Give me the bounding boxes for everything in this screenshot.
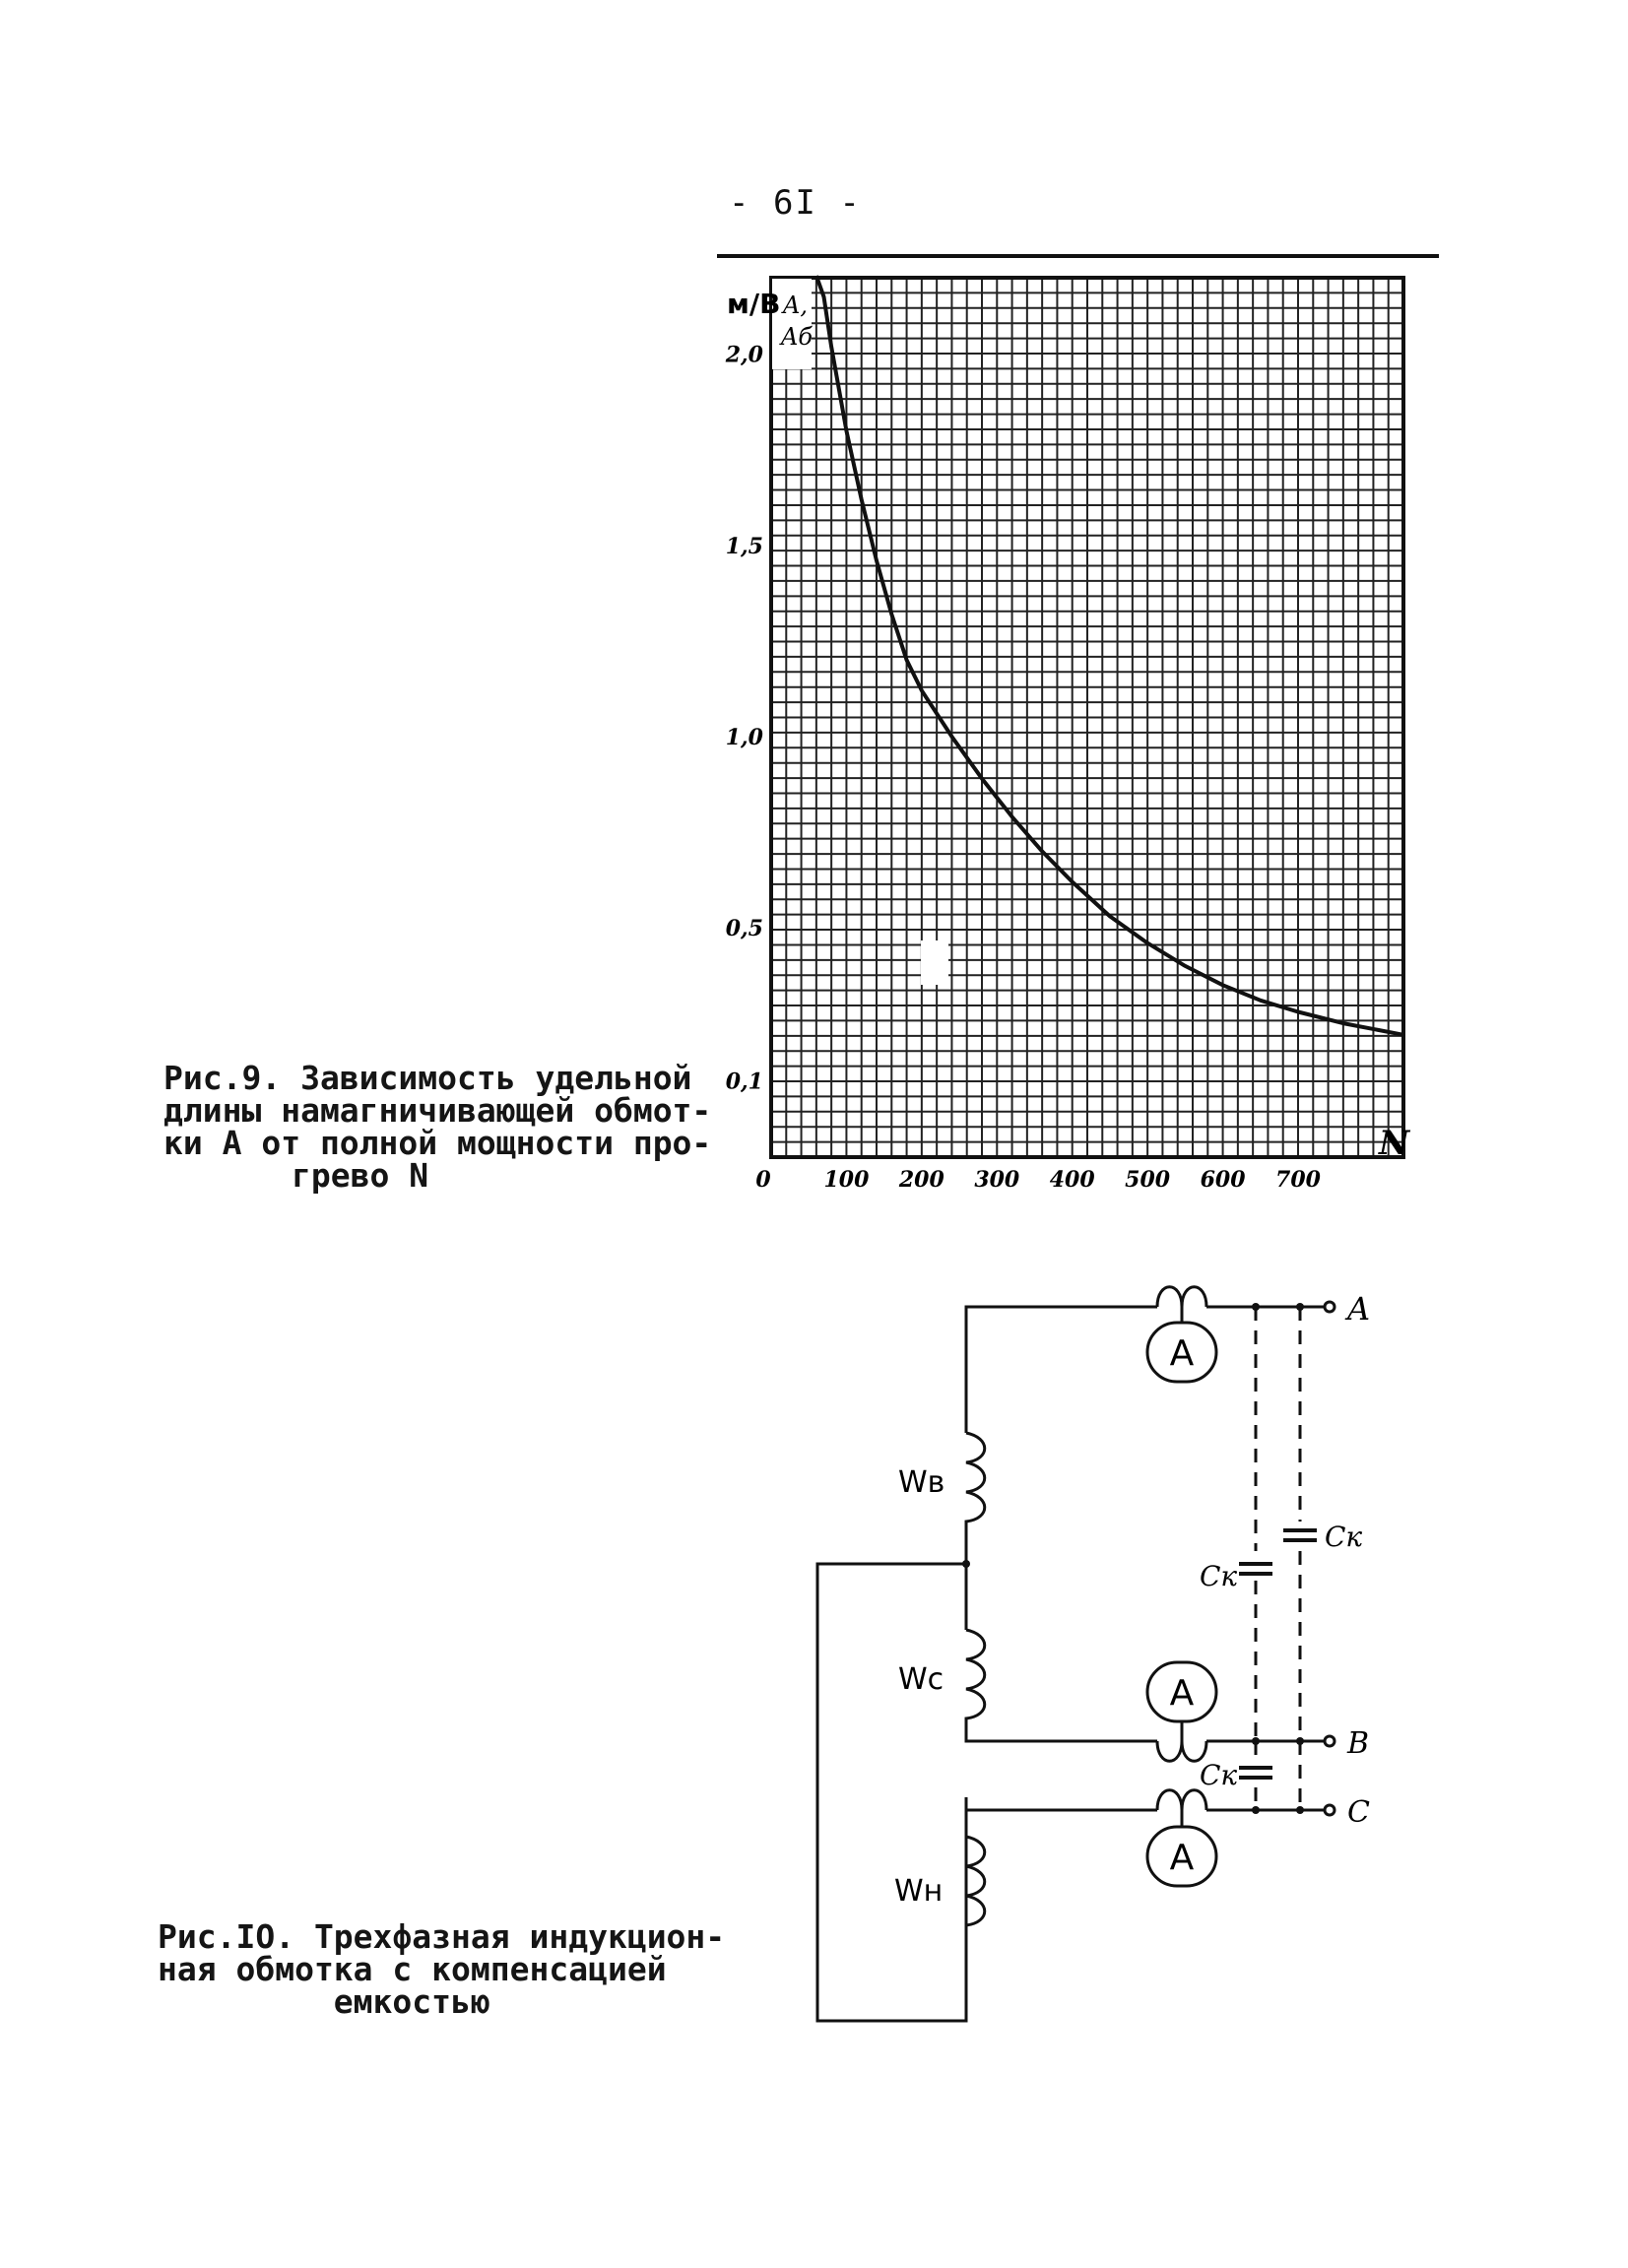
x-tick-label: 300 <box>974 1167 1020 1193</box>
page-number: - 6I - <box>729 183 862 223</box>
caption-line: емкостью <box>158 1982 490 2021</box>
y-tick-label: 0,5 <box>725 916 763 942</box>
chart-xlabel: N <box>1379 1124 1410 1163</box>
capacitor-label: Cк <box>1325 1521 1363 1553</box>
winding-coil-h <box>966 1837 985 1935</box>
junction-dots <box>962 1303 1304 1814</box>
caption-line: грево N <box>292 1156 429 1195</box>
terminal-label-c: C <box>1347 1795 1370 1830</box>
winding-coil-c <box>966 1630 985 1728</box>
ammeter-c <box>1147 1827 1216 1886</box>
wire-winding-h <box>966 1797 1325 2021</box>
ammeter-b <box>1147 1662 1216 1721</box>
caption-line: Рис.IO. Трехфазная индукцион- <box>158 1917 726 1956</box>
x-tick-label: 100 <box>823 1167 870 1193</box>
capacitor-label: Cк <box>1200 1560 1238 1592</box>
winding-label-h: Wн <box>894 1874 944 1909</box>
capacitor-label: Cк <box>1200 1759 1238 1791</box>
winding-label-c: Wс <box>898 1662 944 1697</box>
chart-corner-label-a: A, <box>783 292 808 319</box>
capacitor-2 <box>1283 1530 1317 1540</box>
svg-text:A: A <box>1169 1838 1195 1878</box>
x-tick-label: 700 <box>1275 1167 1321 1193</box>
capacitor-3 <box>1239 1768 1272 1778</box>
figure10-caption <box>158 1917 768 2021</box>
capacitor-1 <box>1239 1564 1272 1574</box>
terminal-label-a: A <box>1347 1290 1371 1328</box>
caption-line: ная обмотка с компенсацией <box>158 1950 667 1988</box>
chart-ylabel: м/В <box>727 288 781 320</box>
terminal-label-b: B <box>1347 1726 1370 1761</box>
caption-line: Рис.9. Зависимость удельной <box>163 1059 692 1097</box>
svg-text:A: A <box>1169 1333 1195 1374</box>
x-tick-label: 500 <box>1125 1167 1171 1193</box>
caption-line: длины намагничивающей обмот- <box>163 1091 712 1130</box>
winding-label-b: Wв <box>898 1465 945 1500</box>
winding-coil-b <box>966 1433 985 1531</box>
wire-winding-c <box>966 1564 1325 1741</box>
y-tick-label: 0,1 <box>725 1069 763 1095</box>
svg-text:A: A <box>1169 1673 1195 1714</box>
x-tick-label: 0 <box>755 1167 771 1193</box>
y-tick-label: 2,0 <box>725 342 763 368</box>
chart-corner-label-b: Aб <box>781 323 813 351</box>
x-tick-label: 200 <box>898 1167 944 1193</box>
wire-phase-a <box>966 1307 1325 1428</box>
x-tick-label: 400 <box>1049 1167 1095 1193</box>
ct-loops-a <box>1157 1287 1206 1307</box>
ct-loops-c <box>1157 1790 1206 1810</box>
neutral-loop-wire <box>817 1564 966 2021</box>
x-tick-label: 600 <box>1200 1167 1246 1193</box>
ammeter-a <box>1147 1323 1216 1382</box>
terminal-circles <box>1325 1302 1335 1815</box>
caption-line: ки A от полной мощности про- <box>163 1124 712 1162</box>
y-tick-label: 1,0 <box>725 724 763 750</box>
y-tick-label: 1,5 <box>725 533 763 559</box>
